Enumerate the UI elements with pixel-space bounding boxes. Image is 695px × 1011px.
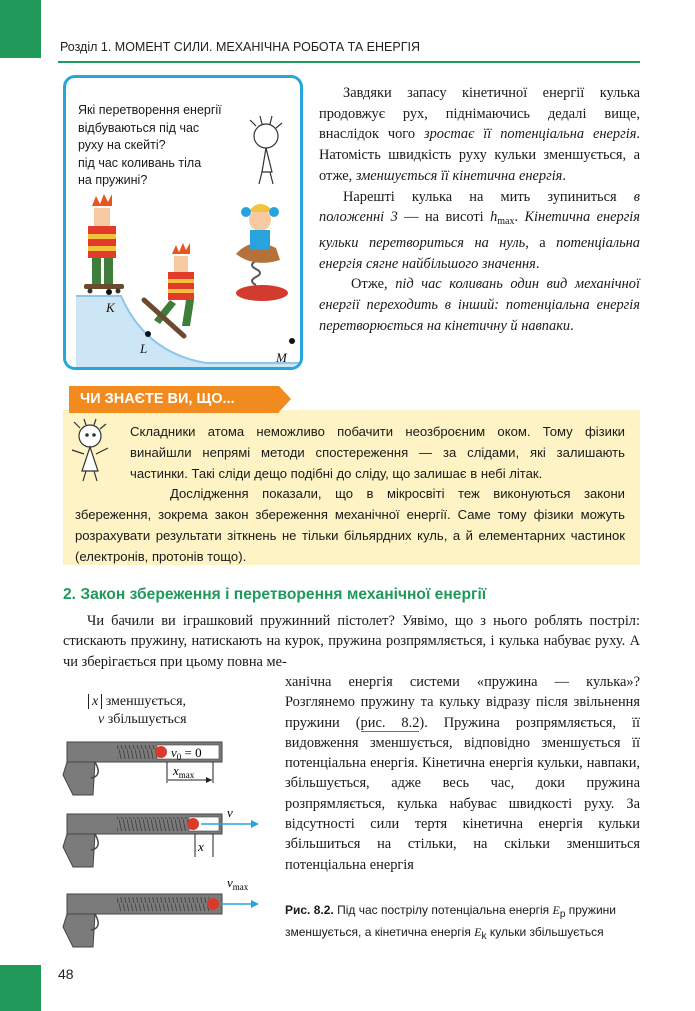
question-line: руху на скейті? — [78, 138, 166, 152]
question-line: Які перетворення енергії — [78, 103, 222, 117]
gun-released — [63, 875, 259, 947]
info-paragraph-1: Складники атома неможливо побачити неозброєним оком. Тому фізики винайшли непрямі методи спостереження — за слідами, які залишають частинки. Такі сліди дещо подібні до сліду, що залишає в небі літак. — [130, 424, 625, 481]
point-label-l: L — [140, 341, 148, 356]
did-you-know-text — [75, 422, 625, 568]
x-abs-symbol: x — [88, 694, 102, 709]
intro-paragraph-1: Завдяки запасу кінетичної енергії кулька продовжує рух, піднімаючись дедалі вище, внаслідок чого зростає її потенціальна енергія. Натомість швидкість руху кульки зменшується, а отже, зменшується її кінетична енергія. — [319, 85, 640, 184]
section-paragraph: Чи бачили ви іграшковий пружинний пістолет? Уявімо, що з нього роблять постріл: стискають пружину, натискають на курок, пружина розпрямляється, і кулька набуває руху. А чи зберігається при цьому повна ме- — [63, 613, 640, 670]
question-line: на пружині? — [78, 173, 148, 187]
point-label-k: K — [106, 300, 115, 315]
page-number: 48 — [58, 966, 74, 982]
section-text-right — [285, 672, 640, 875]
svg-text:xmax: $x_{max}$ — [173, 763, 195, 780]
boy-skater-top — [84, 194, 124, 294]
banner-tip — [279, 386, 291, 412]
ball — [207, 898, 219, 910]
velocity-label: v — [227, 805, 233, 820]
v-symbol: v — [98, 712, 105, 727]
girl-character — [250, 116, 282, 184]
section-text-full-width — [63, 611, 640, 672]
gun-compressed — [63, 742, 222, 795]
gun-releasing — [63, 805, 259, 867]
info-paragraph-2: Дослідження показали, що в мікросвіті теж виконуються закони збереження, зокрема закон збереження механічної енергії. Саме тому фізики можуть розрахувати результати зіткнень не тільки більярдних куль, а й елементарних частинок (електронів, протонів тощо). — [75, 486, 625, 564]
chapter-header: Розділ 1. МОМЕНТ СИЛИ. МЕХАНІЧНА РОБОТА ТА ЕНЕРГІЯ — [60, 40, 420, 54]
figure-reference-link[interactable]: рис. 8.2 — [360, 714, 420, 731]
did-you-know-title: ЧИ ЗНАЄТЕ ВИ, ЩО... — [80, 391, 235, 407]
question-figure-box — [63, 75, 303, 370]
section-heading: 2. Закон збереження і перетворення механічної енергії — [63, 586, 487, 603]
question-line: відбуваються під час — [78, 120, 200, 135]
point-l — [145, 331, 151, 337]
header-rule — [58, 61, 640, 63]
intro-paragraph-3: Отже, під час коливань один вид механічної енергії переходить в інший: потенціальна енергія перетворюється на кінетичну й навпаки. — [319, 276, 640, 334]
side-bar-bottom — [0, 965, 41, 1011]
question-line: під час коливань тіла — [78, 155, 202, 170]
skateboard-illustration — [66, 78, 300, 367]
point-label-m: M — [276, 350, 287, 365]
ball — [187, 818, 199, 830]
svg-text:v0 = 0: $v_0 = 0$ — [171, 745, 202, 762]
spring-gun-diagram — [55, 735, 265, 965]
side-bar-top — [0, 0, 41, 58]
extension-label: x — [198, 839, 204, 854]
gun-figure-label: x зменшується, v збільшується — [88, 693, 187, 729]
girl-spring-rider — [236, 204, 288, 301]
point-k — [106, 289, 112, 295]
ball — [155, 746, 167, 758]
intro-paragraph-2: Нарешті кулька на мить зупиниться в положенні 3 — на висоті $h_{max}$. Кінетична енергія кульки перетвориться на нуль, а потенціальна енергія сягне найбільшого значення. — [319, 188, 640, 272]
section-paragraph-continued: ханічна енергія системи «пружина — кулька»? Розглянемо пружину та кульку відразу після звільнення пружини (рис. 8.2). Пружина розпрямляється, її видовження зменшується, відповідно зменшується її потенціальна енергія. Кінетична енергія кульки, навпаки, збільшується, адже весь час, доки пружина розпрямляється, кулька набуває швидкості руху. За відсутності сили тертя кінетична енергія кульки збільшиться на стільки, на скільки зменшиться потенціальна енергія — [285, 674, 641, 873]
vmax-label: $v_{max}$ — [227, 875, 249, 892]
figure-caption: Рис. 8.2. Під час пострілу потенціальна енергія $E_p$ пружини зменшується, а кінетична енергія $E_k$ кульки збільшується — [285, 903, 616, 942]
boy-skater-bottom — [144, 243, 194, 336]
point-m — [289, 338, 295, 344]
intro-text — [319, 83, 640, 336]
